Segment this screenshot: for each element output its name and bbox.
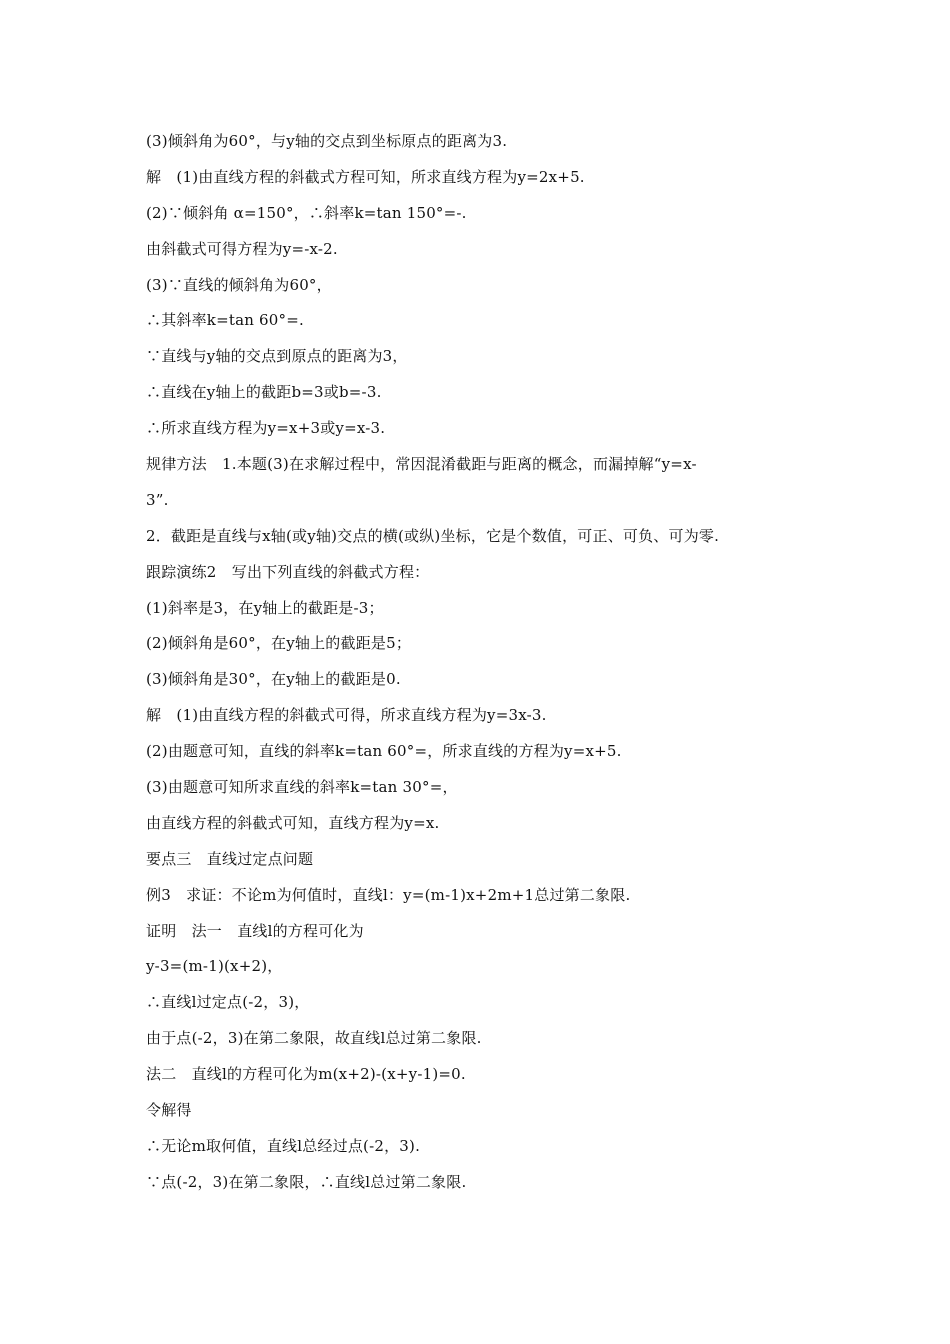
text-line: 规律方法 1.本题(3)在求解过程中，常因混淆截距与距离的概念，而漏掉解“y=x- <box>146 455 697 474</box>
text-line: 由斜截式可得方程为y=-x-2. <box>146 239 338 258</box>
text-line: 解 (1)由直线方程的斜截式方程可知，所求直线方程为y=2x+5. <box>146 167 585 186</box>
text-line: 证明 法一 直线l的方程可化为 <box>146 921 364 940</box>
text-line: (2)∵倾斜角 α=150°，∴斜率k=tan 150°=-. <box>146 203 467 222</box>
text-line: (1)斜率是3，在y轴上的截距是-3； <box>146 598 384 617</box>
text-line: (3)倾斜角是30°，在y轴上的截距是0. <box>146 670 401 689</box>
text-line: 由直线方程的斜截式可知，直线方程为y=x. <box>146 813 440 832</box>
text-line: ∵直线与y轴的交点到原点的距离为3， <box>146 347 408 366</box>
text-line: 3”. <box>146 490 169 509</box>
text-line: 解 (1)由直线方程的斜截式可得，所求直线方程为y=3x-3. <box>146 706 547 725</box>
text-line: ∴无论m取何值，直线l总经过点(-2，3). <box>146 1136 421 1155</box>
text-line: (3)∵直线的倾斜角为60°， <box>146 275 332 294</box>
text-line: (2)倾斜角是60°，在y轴上的截距是5； <box>146 634 412 653</box>
text-line: 跟踪演练2 写出下列直线的斜截式方程： <box>146 562 430 581</box>
text-line: ∵点(-2，3)在第二象限，∴直线l总过第二象限. <box>146 1172 467 1191</box>
text-line: (2)由题意可知，直线的斜率k=tan 60°=，所求直线的方程为y=x+5. <box>146 742 622 761</box>
text-line: ∴其斜率k=tan 60°=. <box>146 311 304 330</box>
document-body <box>146 124 816 1201</box>
text-line: 2．截距是直线与x轴(或y轴)交点的横(或纵)坐标，它是个数值，可正、可负、可为零. <box>146 526 720 545</box>
text-line: 令解得 <box>146 1101 192 1120</box>
text-line: y-3=(m-1)(x+2)， <box>146 957 283 976</box>
text-line: 法二 直线l的方程可化为m(x+2)-(x+y-1)=0. <box>146 1065 466 1084</box>
text-line: 例3 求证：不论m为何值时，直线l：y=(m-1)x+2m+1总过第二象限. <box>146 885 631 904</box>
text-line: ∴直线l过定点(-2，3)， <box>146 993 310 1012</box>
text-line: 由于点(-2，3)在第二象限，故直线l总过第二象限. <box>146 1029 482 1048</box>
text-line: ∴直线在y轴上的截距b=3或b=-3. <box>146 383 382 402</box>
text-line: (3)倾斜角为60°，与y轴的交点到坐标原点的距离为3. <box>146 132 508 150</box>
text-line: (3)由题意可知所求直线的斜率k=tan 30°=， <box>146 778 458 797</box>
section-heading: 要点三 直线过定点问题 <box>146 849 314 868</box>
text-line: ∴所求直线方程为y=x+3或y=x-3. <box>146 419 386 438</box>
